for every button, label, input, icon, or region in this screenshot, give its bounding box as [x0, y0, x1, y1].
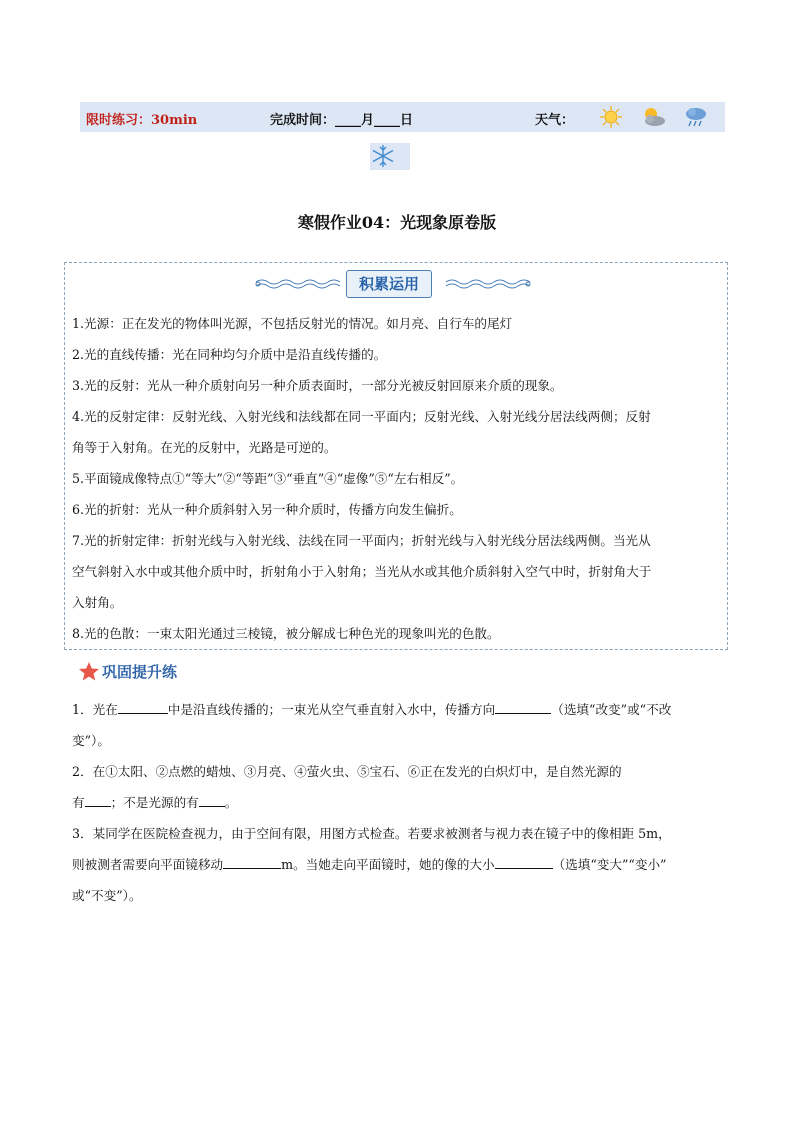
weather-label: 天气： — [535, 113, 575, 128]
accumulate-line: 1.光源：正在发光的物体叫光源，不包括反射光的情况。如月亮、自行车的尾灯 — [72, 316, 513, 331]
answer-blank[interactable] — [85, 792, 111, 807]
accumulate-line: 2.光的直线传播：光在同种均匀介质中是沿直线传播的。 — [72, 347, 387, 362]
accumulate-line: 8.光的色散：一束太阳光通过三棱镜，被分解成七种色光的现象叫光的色散。 — [72, 626, 500, 641]
wave-decoration-left-icon — [254, 276, 342, 292]
q3-text: （选填“变大”“变小” — [552, 857, 667, 872]
answer-blank[interactable] — [495, 854, 553, 869]
snow-icon-box — [370, 143, 410, 170]
q1-text: 1．光在 — [72, 702, 118, 717]
partly-cloudy-icon — [640, 105, 666, 129]
question-2 — [72, 756, 732, 818]
accumulate-line: 5.平面镜成像特点①“等大”②“等距”③“垂直”④“虚像”⑤“左右相反”。 — [72, 471, 464, 486]
accumulate-line: 入射角。 — [72, 595, 123, 610]
q1-text: （选填“改变”或“不改 — [551, 702, 672, 717]
rain-icon — [683, 105, 709, 129]
accumulate-item-7 — [72, 525, 722, 618]
time-limit-label: 限时练习：30min — [86, 113, 198, 128]
accumulate-item-8 — [72, 618, 722, 649]
q1-text: 中是沿直线传播的；一束光从空气垂直射入水中，传播方向 — [167, 702, 496, 717]
answer-blank[interactable] — [223, 854, 281, 869]
answer-blank[interactable] — [199, 792, 225, 807]
page-title: 寒假作业04：光现象原卷版 — [297, 213, 497, 232]
q3-text: 或“不变”）。 — [72, 888, 142, 903]
star-icon — [78, 661, 100, 681]
accumulate-item-3 — [72, 370, 722, 401]
accumulate-item-6 — [72, 494, 722, 525]
answer-blank[interactable] — [118, 699, 168, 714]
accumulate-line: 6.光的折射：光从一种介质斜射入另一种介质时，传播方向发生偏折。 — [72, 502, 462, 517]
q2-text: 有 — [72, 795, 85, 810]
question-3 — [72, 818, 732, 911]
q2-text: 。 — [224, 795, 238, 810]
accumulate-line: 角等于入射角。在光的反射中，光路是可逆的。 — [72, 440, 337, 455]
snowflake-icon — [370, 143, 410, 170]
accumulate-line: 7.光的折射定律：折射光线与入射光线、法线在同一平面内；折射光线与入射光线分居法线两侧。当光从 — [72, 533, 651, 548]
accumulate-box — [64, 262, 728, 650]
completion-time-label: 完成时间：____月____日 — [270, 113, 414, 128]
wave-decoration-right-icon — [444, 276, 532, 292]
q2-text: 2．在①太阳、②点燃的蜡烛、③月亮、④萤火虫、⑤宝石、⑥正在发光的白炽灯中，是自然光源的 — [72, 764, 622, 779]
header-bar — [80, 102, 725, 132]
answer-blank[interactable] — [495, 699, 551, 714]
q3-text: m。当她走向平面镜时，她的像的大小 — [281, 857, 495, 872]
accumulate-item-2 — [72, 339, 722, 370]
q3-text: 3．某同学在医院检查视力，由于空间有限，用图方式检查。若要求被测者与视力表在镜子中的像相距 5m， — [72, 826, 671, 841]
q1-text: 变”）。 — [72, 733, 110, 748]
accumulate-line: 空气斜射入水中或其他介质中时，折射角小于入射角；当光从水或其他介质斜射入空气中时，折射角大于 — [72, 564, 652, 579]
q3-text: 则被测者需要向平面镜移动 — [72, 857, 224, 872]
accumulate-item-5 — [72, 463, 722, 494]
accumulate-heading: 积累运用 — [346, 270, 432, 298]
accumulate-line: 3.光的反射：光从一种介质射向另一种介质表面时，一部分光被反射回原来介质的现象。 — [72, 378, 563, 393]
accumulate-line: 4.光的反射定律：反射光线、入射光线和法线都在同一平面内；反射光线、入射光线分居法线两侧；反射 — [72, 409, 651, 424]
question-1 — [72, 694, 732, 756]
sun-icon — [598, 105, 624, 129]
accumulate-item-1 — [72, 308, 722, 339]
practice-heading-text: 巩固提升练 — [102, 663, 178, 681]
accumulate-item-4 — [72, 401, 722, 463]
accumulate-header — [254, 270, 544, 298]
q2-text: ；不是光源的有 — [110, 795, 199, 810]
